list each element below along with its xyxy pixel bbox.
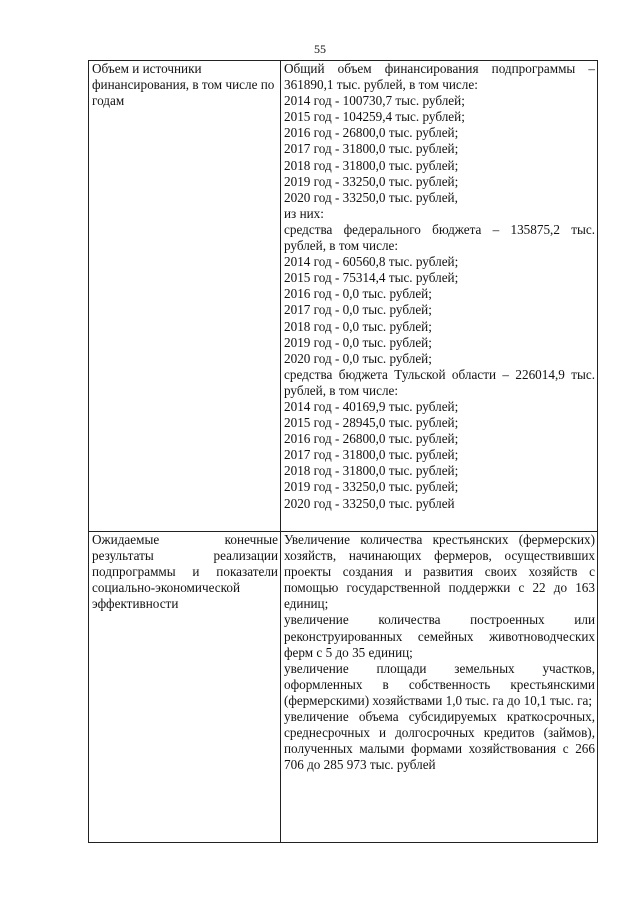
result-item: Увеличение количества крестьянских (фермерских) хозяйств, начинающих фермеров, осуществивших проекты создания и развития своих хозяйств с помощью государственной поддержки с 22 до 163 единиц; (284, 532, 595, 612)
list-item: 2015 год - 104259,4 тыс. рублей; (284, 109, 465, 125)
result-item: увеличение количества построенных или реконструированных семейных животноводческих ферм с 5 до 35 единиц; (284, 612, 595, 660)
list-item: 2016 год - 0,0 тыс. рублей; (284, 286, 432, 302)
list-item: 2017 год - 31800,0 тыс. рублей; (284, 447, 459, 463)
list-item: 2015 год - 28945,0 тыс. рублей; (284, 415, 459, 431)
list-item: 2020 год - 33250,0 тыс. рублей (284, 495, 455, 511)
years-regional-list (284, 399, 595, 512)
list-item: 2018 год - 31800,0 тыс. рублей; (284, 463, 459, 479)
list-item: 2014 год - 40169,9 тыс. рублей; (284, 398, 459, 414)
row-label-text: Объем и источники финансирования, в том числе по годам (92, 61, 275, 109)
list-item: 2020 год - 33250,0 тыс. рублей, (284, 189, 458, 205)
row-label-text: Ожидаемые конечные результаты реализации подпрограммы и показатели социально-экономической эффективности (92, 532, 278, 612)
list-item: 2018 год - 0,0 тыс. рублей; (284, 318, 432, 334)
row-value-results (281, 532, 598, 843)
page-number: 55 (314, 42, 326, 56)
list-item: 2019 год - 33250,0 тыс. рублей; (284, 173, 459, 189)
list-item: 2015 год - 75314,4 тыс. рублей; (284, 270, 459, 286)
list-item: 2018 год - 31800,0 тыс. рублей; (284, 157, 459, 173)
financing-intro: Общий объем финансирования подпрограммы – 361890,1 тыс. рублей, в том числе: (284, 61, 595, 93)
list-item: 2014 год - 100730,7 тыс. рублей; (284, 93, 465, 109)
years-total-list (284, 93, 595, 206)
list-item: 2014 год - 60560,8 тыс. рублей; (284, 254, 459, 270)
result-item: увеличение объема субсидируемых краткосрочных, среднесрочных и долгосрочных кредитов (займов), полученных малыми формами хозяйствования с 266 706 до 285 973 тыс. рублей (284, 709, 595, 773)
list-item: 2017 год - 31800,0 тыс. рублей; (284, 141, 459, 157)
list-item: 2016 год - 26800,0 тыс. рублей; (284, 125, 459, 141)
list-item: 2019 год - 33250,0 тыс. рублей; (284, 479, 459, 495)
years-federal-list (284, 254, 595, 367)
federal-intro: средства федерального бюджета – 135875,2 тыс. рублей, в том числе: (284, 221, 595, 254)
row-label-financing (89, 61, 281, 532)
list-item: 2017 год - 0,0 тыс. рублей; (284, 302, 432, 318)
result-item: увеличение площади земельных участков, оформленных в собственность крестьянскими (фермерскими) хозяйствами 1,0 тыс. га до 10,1 тыс. га; (284, 660, 595, 708)
list-item: 2019 год - 0,0 тыс. рублей; (284, 334, 432, 350)
list-item: 2016 год - 26800,0 тыс. рублей; (284, 431, 459, 447)
row-value-financing (281, 61, 598, 532)
row-label-results (89, 532, 281, 843)
table-row (89, 532, 598, 843)
list-item: 2020 год - 0,0 тыс. рублей; (284, 350, 432, 366)
regional-intro: средства бюджета Тульской области – 226014,9 тыс. рублей, в том числе: (284, 366, 595, 398)
passport-table (88, 60, 598, 843)
of-them-label: из них: (284, 205, 324, 221)
table-row (89, 61, 598, 532)
